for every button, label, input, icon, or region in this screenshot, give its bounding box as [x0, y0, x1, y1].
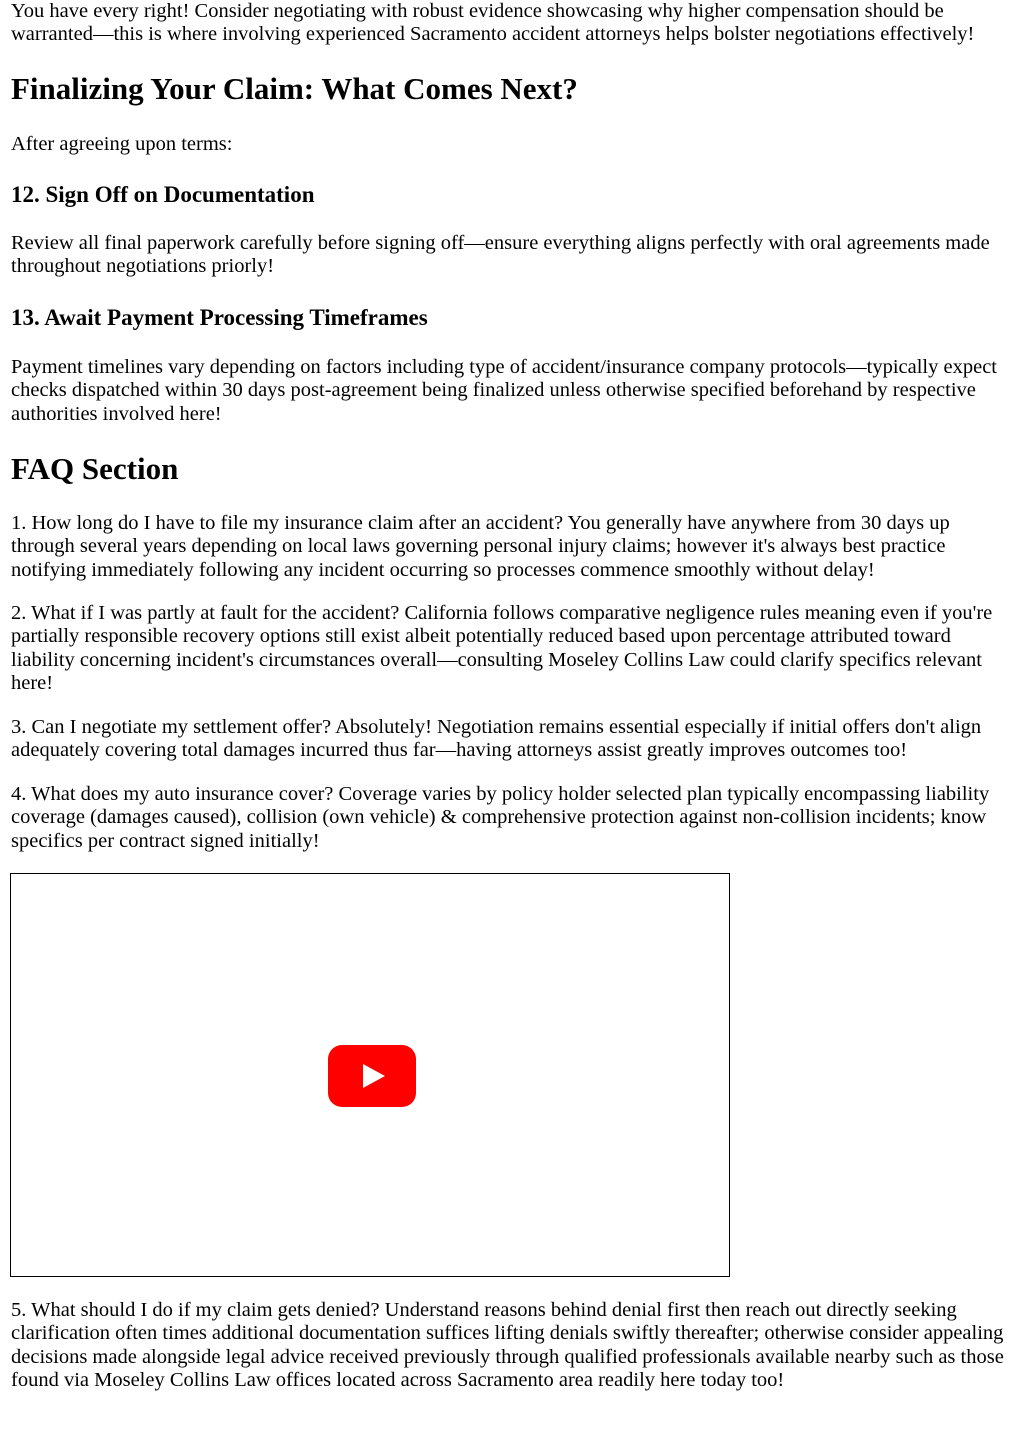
faq-item: 5. What should I do if my claim gets denied? Understand reasons behind denial first then reach out directly seeking clarification often times additional documentation suffices lifting denials swiftly thereafter; otherwise consider appealing decisions made alongside legal advice received previously through qualified professionals available nearby such as those found via Moseley Collins Law offices located across Sacramento area readily here today too!: [11, 1299, 1004, 1391]
intro-paragraph: You have every right! Consider negotiating with robust evidence showcasing why higher compensation should be warranted—this is where involving experienced Sacramento accident attorneys helps bolster negotiations effectively!: [11, 0, 975, 46]
faq-item: 4. What does my auto insurance cover? Coverage varies by policy holder selected plan typically encompassing liability coverage (damages caused), collision (own vehicle) & comprehensive protection against non-collision incidents; know specifics per contract signed initially!: [11, 783, 990, 852]
finalizing-heading: Finalizing Your Claim: What Comes Next?: [11, 71, 578, 106]
video-embed[interactable]: [10, 873, 730, 1277]
faq-heading: FAQ Section: [11, 451, 179, 486]
finalizing-lead: After agreeing upon terms:: [11, 133, 233, 155]
faq-item: 2. What if I was partly at fault for the accident? California follows comparative negligence rules meaning even if you're partially responsible recovery options still exist albeit potentially reduced based upon percentage attributed toward liability concerning incident's circumstances overall—consulting Moseley Collins Law could clarify specifics relevant here!: [11, 602, 993, 694]
faq-item: 1. How long do I have to file my insurance claim after an accident? You generally have anywhere from 30 days up through several years depending on local laws governing personal injury claims; however it's always best practice notifying immediately following any incident occurring so processes commence smoothly without delay!: [11, 512, 950, 581]
step-12-text: Review all final paperwork carefully before signing off—ensure everything aligns perfectly with oral agreements made throughout negotiations priorly!: [11, 232, 990, 278]
faq-item: 3. Can I negotiate my settlement offer? Absolutely! Negotiation remains essential especially if initial offers don't align adequately covering total damages incurred thus far—having attorneys assist greatly improves outcomes too!: [11, 716, 982, 762]
step-12-heading: 12. Sign Off on Documentation: [11, 182, 315, 207]
step-13-heading: 13. Await Payment Processing Timeframes: [11, 305, 428, 330]
step-13-text: Payment timelines vary depending on factors including type of accident/insurance company protocols—typically expect checks dispatched within 30 days post-agreement being finalized unless otherwise specified beforehand by respective authorities involved here!: [11, 356, 997, 425]
youtube-play-icon[interactable]: [328, 1045, 416, 1107]
